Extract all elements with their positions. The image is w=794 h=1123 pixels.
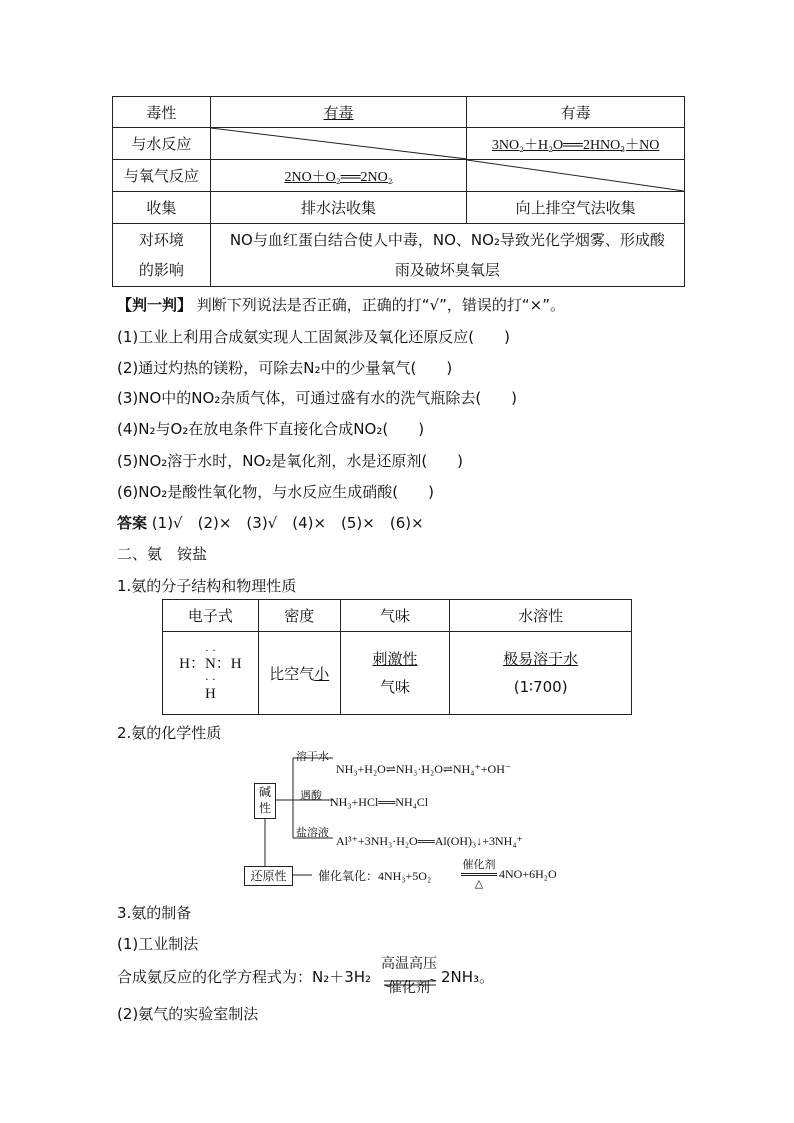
- condition-bar: [461, 875, 497, 876]
- electron-formula-cell: · · H：N：H · · H: [163, 632, 259, 715]
- column-header: 电子式: [163, 600, 259, 632]
- synthesis-product: 2NH₃。: [441, 968, 495, 986]
- judge-title: 【判一判】: [117, 296, 193, 314]
- subsection-item: (2)氨气的实验室制法: [117, 1005, 259, 1023]
- row-label: 收集: [113, 192, 211, 224]
- column-header: 气味: [340, 600, 450, 632]
- row-label: 与氧气反应: [113, 160, 211, 192]
- synthesis-equation: 合成氨反应的化学方程式为：N₂＋3H₂: [117, 968, 372, 986]
- subsection-title: 2.氨的化学性质: [117, 724, 222, 742]
- answer-label: 答案: [117, 514, 148, 532]
- equation-acid: NH₃+HCl══NH₄Cl: [330, 795, 429, 809]
- alkaline-box: 碱性: [254, 783, 276, 819]
- answer-text: (1)√ (2)× (3)√ (4)× (5)× (6)×: [151, 514, 424, 532]
- branch-label: 遇酸: [300, 790, 322, 802]
- no-cell: 有毒: [210, 97, 467, 128]
- equation-salt: Al³⁺+3NH₃·H₂O══Al(OH)₃↓+3NH₄⁺: [336, 834, 523, 848]
- solubility-cell: 极易溶于水 (1∶700): [450, 632, 632, 715]
- condition-bottom: △: [474, 878, 484, 890]
- no2-cell: 向上排空气法收集: [467, 192, 685, 224]
- row-label: 对环境 的影响: [113, 224, 211, 287]
- section-title: 二、氨 铵盐: [117, 545, 208, 563]
- condition-bar: [461, 873, 497, 874]
- environment-impact-cell: NO与血红蛋白结合使人中毒，NO、NO₂导致光化学烟雾、形成酸 雨及破坏臭氧层: [210, 224, 684, 287]
- judge-item: (5)NO₂溶于水时，NO₂是氧化剂，水是还原剂( ): [117, 452, 464, 470]
- judge-intro: 【判一判】 判断下列说法是否正确，正确的打“√”，错误的打“×”。: [117, 296, 566, 314]
- catalytic-oxidation: 催化氧化：4NH₃+5O₂: [318, 869, 432, 883]
- judge-item: (1)工业上利用合成氨实现人工固氮涉及氧化还原反应( ): [117, 328, 510, 346]
- reducing-box: 还原性: [244, 866, 293, 886]
- no2-cell: 3NO₂＋H₂O══2HNO₃＋NO: [467, 128, 685, 160]
- synthesis-condition-bottom: 催化剂: [388, 980, 430, 996]
- odor-cell: 刺激性 气味: [340, 632, 450, 715]
- no-cell: 排水法收集: [210, 192, 467, 224]
- judge-item: (2)通过灼热的镁粉，可除去N₂中的少量氧气( ): [117, 359, 453, 377]
- branch-label: 溶于水: [296, 751, 329, 763]
- density-cell: 比空气小: [258, 632, 340, 715]
- row-label: 毒性: [113, 97, 211, 128]
- branch-label: 盐溶液: [296, 827, 329, 839]
- condition-top: 催化剂: [462, 859, 496, 871]
- subsection-item: (1)工业制法: [117, 935, 199, 953]
- judge-item: (3)NO中的NO₂杂质气体，可通过盛有水的洗气瓶除去( ): [117, 389, 518, 407]
- column-header: 密度: [258, 600, 340, 632]
- no-cell: 2NO＋O₂══2NO₂: [210, 160, 467, 192]
- no2-cell: 有毒: [467, 97, 685, 128]
- judge-item: (4)N₂与O₂在放电条件下直接化合成NO₂( ): [117, 420, 425, 438]
- judge-item: (6)NO₂是酸性氧化物，与水反应生成硝酸( ): [117, 483, 434, 501]
- subsection-title: 1.氨的分子结构和物理性质: [117, 577, 297, 595]
- synthesis-condition-top: 高温高压: [381, 956, 437, 972]
- equation-dissolve: NH₃+H₂O⇌NH₃·H₂O⇌NH₄⁺+OH⁻: [336, 762, 512, 776]
- row-label: 与水反应: [113, 128, 211, 160]
- subsection-title: 3.氨的制备: [117, 904, 192, 922]
- catalytic-products: 4NO+6H₂O: [499, 867, 557, 881]
- column-header: 水溶性: [450, 600, 632, 632]
